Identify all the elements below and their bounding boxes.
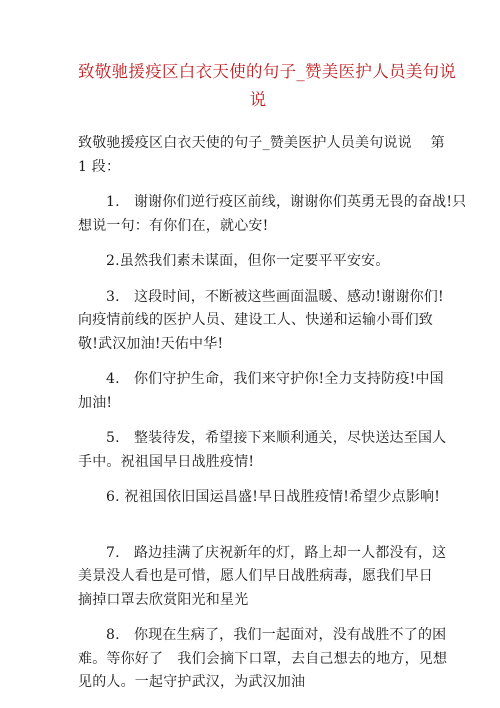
title-line-1: 致敬驰援疫区白衣天使的句子_赞美医护人员美句说 (78, 62, 457, 81)
item-8-line-3: 见的人。一起守护武汉，为武汉加油 (78, 674, 306, 690)
item-1 (78, 191, 467, 238)
item-5 (78, 427, 447, 474)
item-8-line-1: 8. 你现在生病了，我们一起面对，没有战胜不了的困 (106, 627, 447, 643)
item-6 (78, 486, 441, 510)
item-7-line-2: 美景没人看也是可惜，愿人们早日战胜病毒，愿我们早日 (78, 568, 433, 584)
item-2-line-1: 2.虽然我们素未谋面，但你一定要平平安安。 (106, 253, 390, 269)
document-title (78, 58, 457, 114)
item-5-line-2: 手中。祝祖国早日战胜疫情! (78, 453, 255, 470)
item-7-line-1: 7. 路边挂满了庆祝新年的灯，路上却一人都没有，这 (106, 544, 447, 561)
item-4-line-2: 加油! (78, 394, 113, 411)
item-8 (78, 624, 448, 695)
item-3 (78, 286, 444, 357)
item-3-line-3: 敬!武汉加油!天佑中华! (78, 335, 224, 352)
item-6-line-1: 6. 祝祖国依旧国运昌盛!早日战胜疫情!希望少点影响! (106, 489, 441, 505)
item-5-line-1: 5. 整装待发，希望接下来顺利通关，尽快送达至国人 (106, 430, 447, 446)
item-7 (78, 542, 447, 613)
item-1-line-1: 1. 谢谢你们逆行疫区前线，谢谢你们英勇无畏的奋战!只 (106, 194, 467, 210)
intro-paragraph (78, 132, 445, 179)
intro-line-1: 致敬驰援疫区白衣天使的句子_赞美医护人员美句说说 第 (78, 135, 445, 151)
item-7-line-3: 摘掉口罩去欣赏阳光和星光 (78, 591, 249, 608)
item-1-line-2: 想说一句：有你们在，就心安! (78, 217, 269, 234)
title-line-2: 说 (249, 90, 267, 109)
item-2 (78, 250, 438, 274)
item-4-line-1: 4. 你们守护生命，我们来守护你!全力支持防疫!中国 (106, 371, 444, 387)
blank-line (78, 522, 438, 542)
item-3-line-2: 向疫情前线的医护人员、建设工人、快递和运输小哥们致 (78, 312, 433, 328)
item-3-line-1: 3. 这段时间，不断被这些画面温暖、感动!谢谢你们! (106, 288, 444, 305)
document-body (78, 132, 467, 695)
item-8-line-2: 难。等你好了 我们会摘下口罩，去自己想去的地方，见想 (78, 650, 448, 667)
item-4 (78, 368, 444, 415)
intro-line-2: 1 段： (78, 158, 121, 175)
